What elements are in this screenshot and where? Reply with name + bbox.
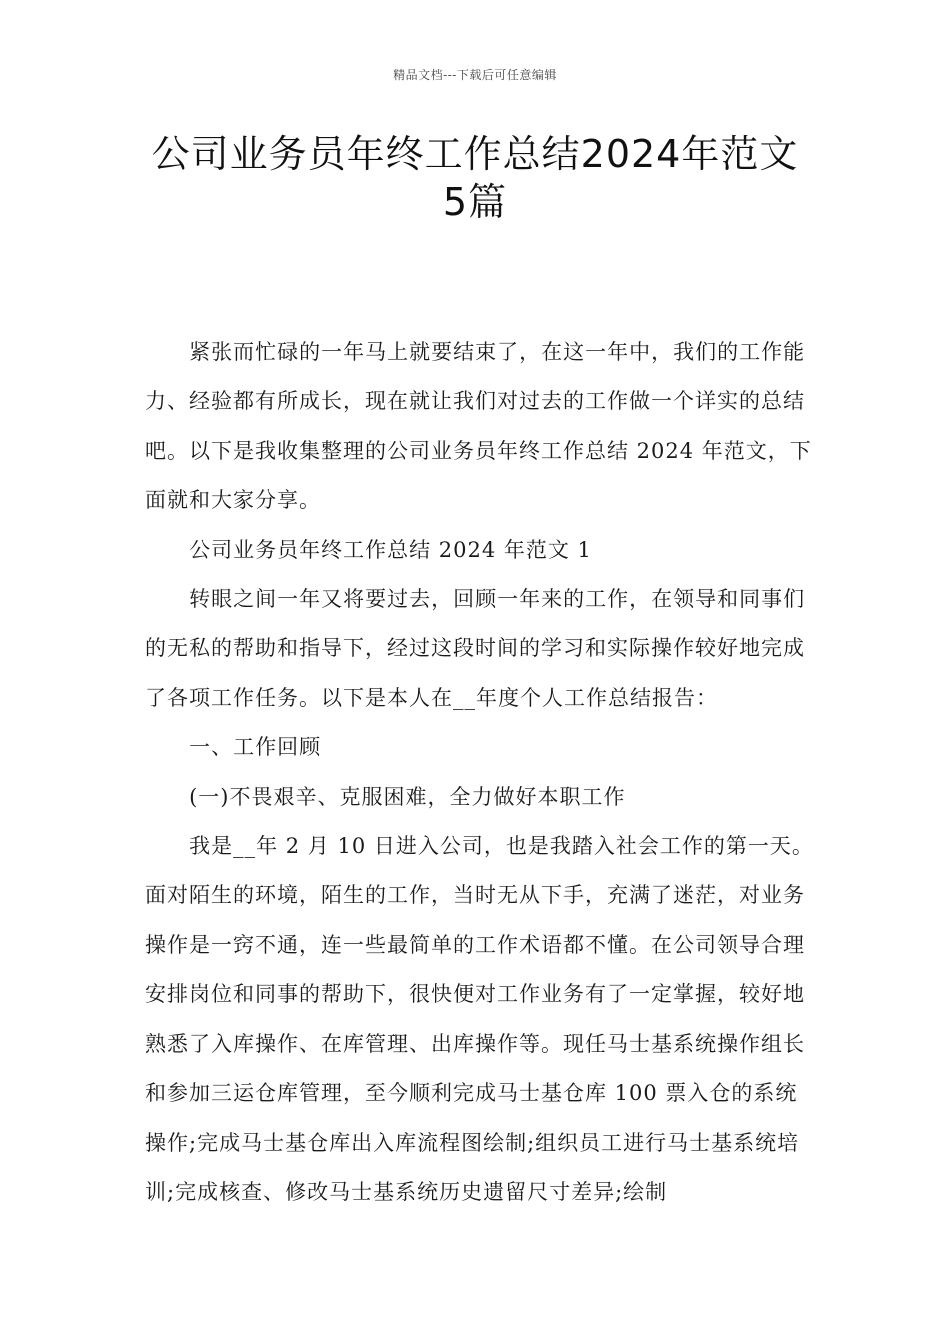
document-title: 公司业务员年终工作总结2024年范文5篇 xyxy=(151,132,799,224)
section-heading-work-review: 一、工作回顾 xyxy=(189,735,322,760)
subsection-heading: (一)不畏艰辛、克服困难，全力做好本职工作 xyxy=(189,784,626,809)
intro-paragraph: 紧张而忙碌的一年马上就要结束了，在这一年中，我们的工作能力、经验都有所成长，现在就让我们对过去的工作做一个详实的总结吧。以下是我收集整理的公司业务员年终工作总结 2024 年范文，下面就和大家分享。 xyxy=(145,340,812,513)
page-header: 精品文档---下载后可任意编辑 xyxy=(393,68,557,82)
document-body xyxy=(145,328,817,1217)
body-paragraph: 转眼之间一年又将要过去，回顾一年来的工作，在领导和同事们的无私的帮助和指导下，经过这段时间的学习和实际操作较好地完成了各项工作任务。以下是本人在__年度个人工作总结报告： xyxy=(145,587,806,710)
section-heading-sample-1: 公司业务员年终工作总结 2024 年范文 1 xyxy=(189,537,592,562)
body-paragraph: 我是__年 2 月 10 日进入公司，也是我踏入社会工作的第一天。面对陌生的环境，陌生的工作，当时无从下手，充满了迷茫，对业务操作是一窍不通，连一些最简单的工作术语都不懂。在公司领导合理安排岗位和同事的帮助下，很快便对工作业务有了一定掌握，较好地熟悉了入库操作、在库管理、出库操作等。现任马士基系统操作组长和参加三运仓库管理，至今顺利完成马士基仓库 100 票入仓的系统操作;完成马士基仓库出入库流程图绘制;组织员工进行马士基系统培训;完成核查、修改马士基系统历史遗留尺寸差异;绘制 xyxy=(145,834,814,1204)
